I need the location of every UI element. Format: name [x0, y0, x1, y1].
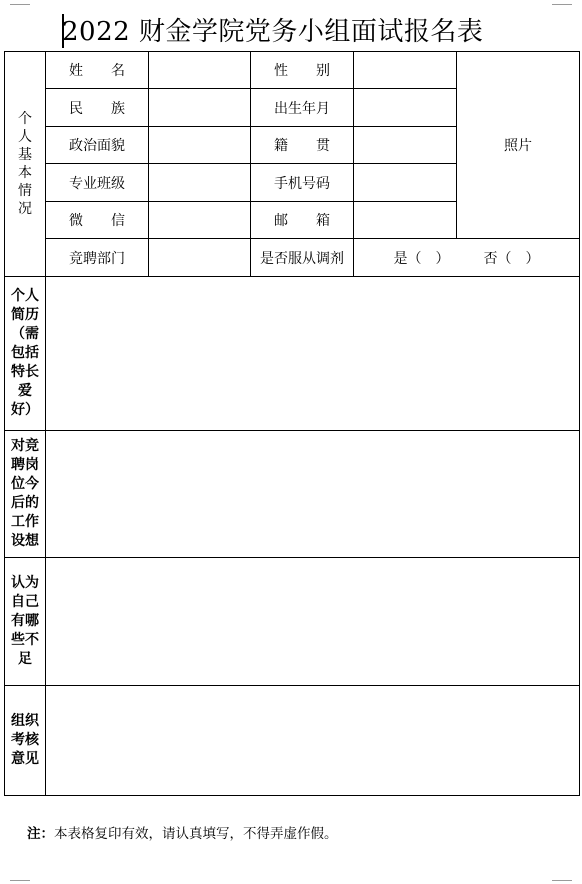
phone-field[interactable] — [354, 164, 457, 202]
corner-mark-top-left — [10, 4, 30, 5]
obey-adjustment-label: 是否服从调剂 — [251, 239, 354, 277]
native-place-field[interactable] — [354, 127, 457, 164]
corner-mark-bottom-right — [552, 880, 572, 881]
section-plan-label: 对竞 聘岗 位今 后的 工作 设想 — [5, 431, 46, 558]
department-label: 竞聘部门 — [46, 239, 149, 277]
section-opinion-label: 组织 考核 意见 — [5, 686, 46, 796]
ethnicity-field[interactable] — [149, 89, 251, 127]
ethnicity-label: 民 族 — [46, 89, 149, 127]
section-weakness-label: 认为 自己 有哪 些不 足 — [5, 558, 46, 686]
name-label: 姓 名 — [46, 52, 149, 89]
email-field[interactable] — [354, 202, 457, 239]
no-option[interactable]: 否（ ） — [483, 250, 540, 267]
corner-mark-bottom-left — [10, 880, 30, 881]
resume-field[interactable] — [46, 277, 580, 431]
section-resume-label: 个人 简历 （需 包括 特长 爱 好） — [5, 277, 46, 431]
corner-mark-top-right — [552, 4, 572, 5]
name-field[interactable] — [149, 52, 251, 89]
birth-label: 出生年月 — [251, 89, 354, 127]
major-class-field[interactable] — [149, 164, 251, 202]
gender-label: 性 别 — [251, 52, 354, 89]
department-field[interactable] — [149, 239, 251, 277]
politics-field[interactable] — [149, 127, 251, 164]
yes-option[interactable]: 是（ ） — [393, 250, 450, 267]
photo-box[interactable]: 照片 — [457, 52, 580, 239]
wechat-field[interactable] — [149, 202, 251, 239]
obey-adjustment-options — [354, 239, 580, 277]
form-title: 2022 财金学院党务小组面试报名表 — [62, 17, 484, 47]
footnote — [27, 822, 338, 842]
application-form-table — [4, 51, 580, 796]
weakness-field[interactable] — [46, 558, 580, 686]
plan-field[interactable] — [46, 431, 580, 558]
wechat-label: 微 信 — [46, 202, 149, 239]
opinion-field[interactable] — [46, 686, 580, 796]
native-place-label: 籍 贯 — [251, 127, 354, 164]
footnote-text: 本表格复印有效，请认真填写，不得弄虚作假。 — [54, 826, 338, 842]
major-class-label: 专业班级 — [46, 164, 149, 202]
phone-label: 手机号码 — [251, 164, 354, 202]
section-basic-info-label: 个 人 基 本 情 况 — [5, 52, 46, 277]
birth-field[interactable] — [354, 89, 457, 127]
gender-field[interactable] — [354, 52, 457, 89]
footnote-label: 注： — [27, 826, 54, 842]
politics-label: 政治面貌 — [46, 127, 149, 164]
email-label: 邮 箱 — [251, 202, 354, 239]
